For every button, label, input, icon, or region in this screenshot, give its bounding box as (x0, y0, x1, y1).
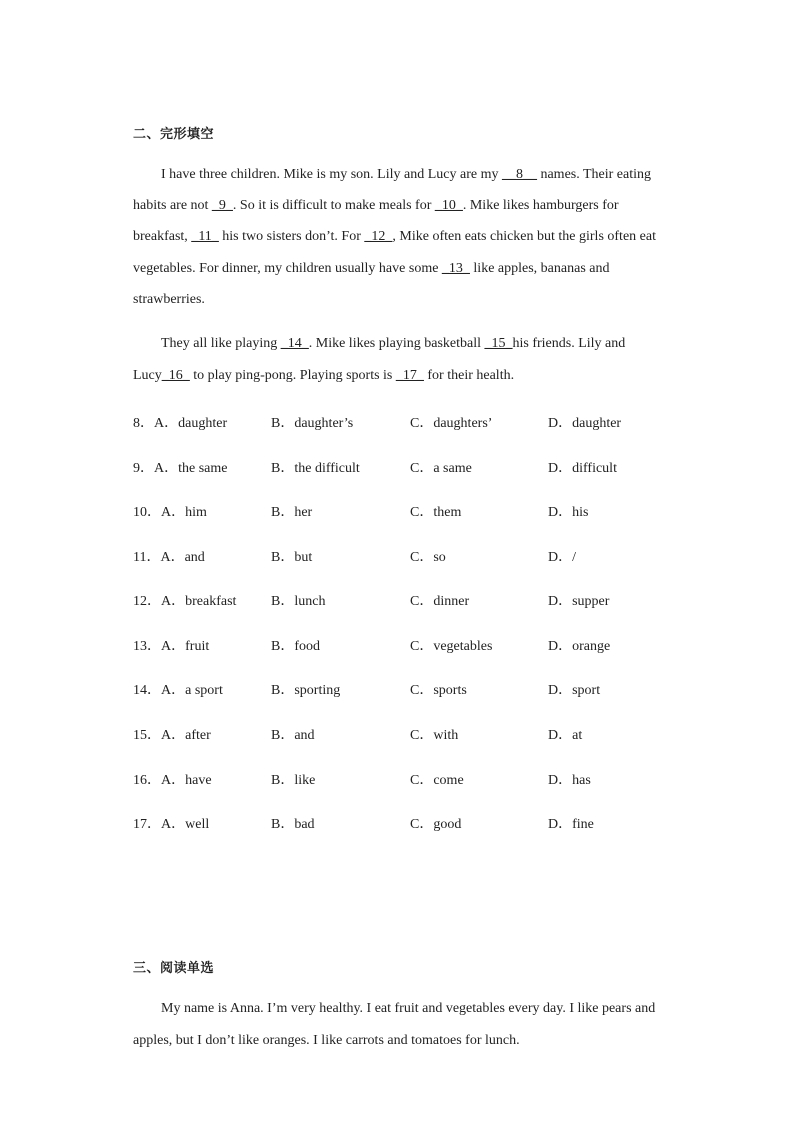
option-a[interactable]: 14．A．a sport (133, 683, 223, 698)
option-a[interactable]: 15．A．after (133, 728, 211, 743)
passage-line: breakfast, _11_ his two sisters don’t. For _12_, Mike often eats chicken but the girls often eat (133, 229, 656, 244)
option-d[interactable]: D．has (548, 773, 591, 788)
option-d[interactable]: D．supper (548, 594, 610, 609)
blank-15: _15_ (484, 336, 513, 351)
blank-17: _17_ (395, 368, 424, 383)
passage-line: Lucy_16_ to play ping-pong. Playing sports is _17_ for their health. (133, 368, 515, 383)
question-row (133, 412, 733, 432)
option-c[interactable]: C．come (410, 773, 464, 788)
option-a[interactable]: 9．A．the same (133, 461, 228, 476)
option-a[interactable]: 12．A．breakfast (133, 594, 237, 609)
option-a[interactable]: 8．A．daughter (133, 416, 228, 431)
question-row (133, 501, 733, 521)
option-d[interactable]: D．difficult (548, 461, 617, 476)
question-row (133, 813, 733, 833)
option-b[interactable]: B．sporting (271, 683, 341, 698)
option-c[interactable]: C．vegetables (410, 639, 493, 654)
option-d[interactable]: D．/ (548, 550, 576, 565)
option-b[interactable]: B．bad (271, 817, 315, 832)
blank-16: _16_ (161, 368, 190, 383)
blank-8: __8__ (501, 167, 537, 182)
option-c[interactable]: C．with (410, 728, 459, 743)
blank-12: _12_ (364, 229, 393, 244)
question-row (133, 724, 733, 744)
option-b[interactable]: B．like (271, 773, 316, 788)
option-c[interactable]: C．good (410, 817, 462, 832)
option-b[interactable]: B．but (271, 550, 313, 565)
option-c[interactable]: C．daughters’ (410, 416, 493, 431)
option-b[interactable]: B．daughter’s (271, 416, 354, 431)
question-row (133, 635, 733, 655)
option-c[interactable]: C．a same (410, 461, 472, 476)
option-a[interactable]: 11．A．and (133, 550, 205, 565)
blank-13: _13_ (441, 261, 470, 276)
option-a[interactable]: 13．A．fruit (133, 639, 210, 654)
blank-10: _10_ (434, 198, 463, 213)
option-d[interactable]: D．his (548, 505, 589, 520)
section-heading-reading: 三、阅读单选 (133, 961, 215, 976)
question-row (133, 679, 733, 699)
section-heading-cloze: 二、完形填空 (133, 127, 215, 142)
option-a[interactable]: 17．A．well (133, 817, 210, 832)
passage-line: habits are not _9_. So it is difficult to make meals for _10_. Mike likes hamburgers for (133, 198, 619, 213)
option-b[interactable]: B．lunch (271, 594, 326, 609)
option-a[interactable]: 10．A．him (133, 505, 207, 520)
passage-line: They all like playing _14_. Mike likes playing basketball _15_his friends. Lily and (161, 336, 626, 351)
blank-9: _9_ (211, 198, 233, 213)
passage-line: vegetables. For dinner, my children usually have some _13_ like apples, bananas and (133, 261, 610, 276)
option-b[interactable]: B．and (271, 728, 315, 743)
blank-14: _14_ (280, 336, 309, 351)
option-d[interactable]: D．fine (548, 817, 594, 832)
option-d[interactable]: D．orange (548, 639, 611, 654)
blank-11: _11_ (191, 229, 219, 244)
question-row (133, 590, 733, 610)
question-row (133, 769, 733, 789)
passage-line: My name is Anna. I’m very healthy. I eat fruit and vegetables every day. I like pears and (161, 1001, 656, 1016)
option-c[interactable]: C．sports (410, 683, 467, 698)
option-c[interactable]: C．them (410, 505, 462, 520)
question-row (133, 457, 733, 477)
passage-line: strawberries. (133, 292, 205, 307)
option-d[interactable]: D．daughter (548, 416, 622, 431)
passage-line: I have three children. Mike is my son. Lily and Lucy are my __8__ names. Their eating (161, 167, 652, 182)
option-b[interactable]: B．the difficult (271, 461, 360, 476)
option-b[interactable]: B．food (271, 639, 320, 654)
question-row (133, 546, 733, 566)
option-d[interactable]: D．sport (548, 683, 601, 698)
option-b[interactable]: B．her (271, 505, 313, 520)
passage-line: apples, but I don’t like oranges. I like carrots and tomatoes for lunch. (133, 1033, 520, 1048)
option-a[interactable]: 16．A．have (133, 773, 212, 788)
option-c[interactable]: C．dinner (410, 594, 470, 609)
option-d[interactable]: D．at (548, 728, 583, 743)
option-c[interactable]: C．so (410, 550, 446, 565)
